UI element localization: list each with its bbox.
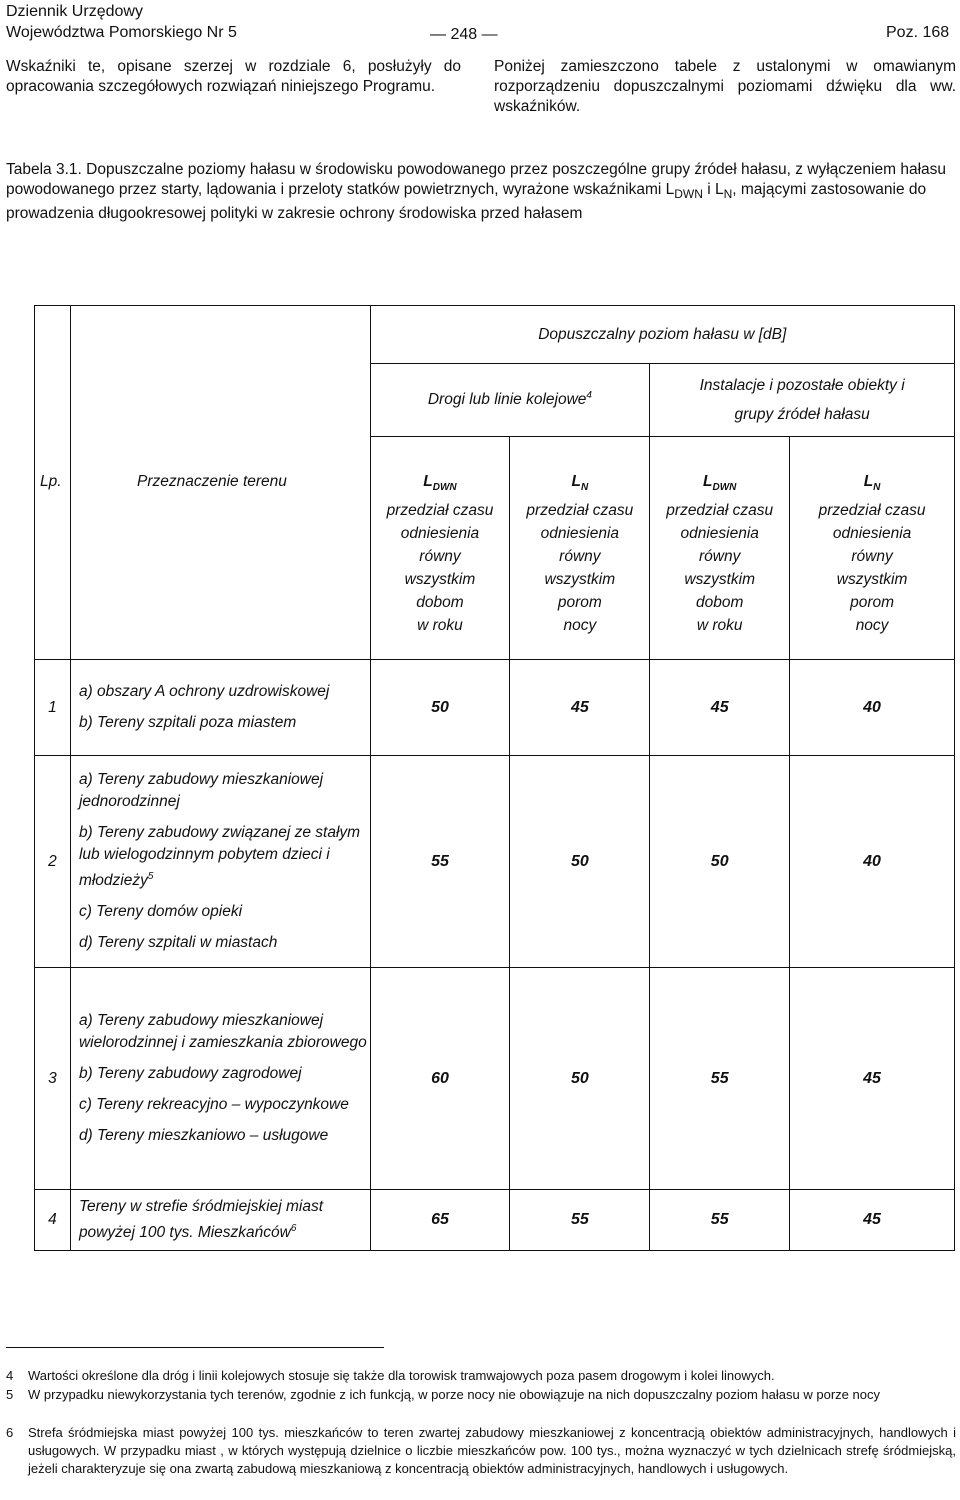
column-header-ln-roads: $L_N$ przedział czasu odniesienia równy wszystkim porom nocy	[510, 437, 650, 660]
footnote-text: W przypadku niewykorzystania tych terenów, zgodnie z ich funkcją, w porze nocy nie obowiązuje na nich dopuszczalny poziom hałasu w porze nocy	[28, 1387, 880, 1402]
row-purpose	[70, 756, 370, 968]
value-ldwn-installations: 50	[650, 756, 790, 968]
ldwn-symbol: $L_{DWN}$	[423, 473, 457, 494]
footnote-text: Strefa śródmiejska miast powyżej 100 tys. mieszkańców to teren zwartej zabudowy mieszkaniowej z koncentracją obiektów administracyjnych, handlowych i usługowych. W przypadku miast , w których występują dzielnice o liczbie mieszkańców pow. 100 tys., można wyznaczyć w tych dzielnicach strefę śródmiejską, jeżeli charakteryzuje się ona zwartą zabudową mieszkaniową z koncentracją obiektów administracyjnych, handlowych i usługowych.	[28, 1425, 956, 1476]
permissible-level-header: Dopuszczalny poziom hałasu w [dB]	[370, 306, 954, 364]
row-purpose	[70, 1190, 370, 1251]
value-ln-installations: 45	[790, 1190, 955, 1251]
footnote-number: 4	[6, 1368, 14, 1383]
purpose-header-label: Przeznaczenie terenu	[137, 473, 287, 490]
value-ln-installations: 45	[790, 968, 955, 1190]
column-header-ldwn-installations: $L_{DWN}$ przedział czasu odniesienia równy wszystkim dobom w roku	[650, 437, 790, 660]
purpose-item: a) obszary A ochrony uzdrowiskowej	[78, 683, 330, 700]
ln-symbol: $L_N$	[571, 473, 589, 494]
page-number: — 248 —	[430, 26, 498, 43]
value-ldwn-roads: 60	[370, 968, 510, 1190]
roads-footnote-ref: 4	[586, 390, 592, 402]
caption-sub-dwn: DWN	[674, 187, 703, 202]
value-ldwn-roads: 50	[370, 660, 510, 756]
installations-group-header	[650, 364, 955, 437]
purpose-item: c) Tereny domów opieki	[78, 903, 243, 921]
value-ldwn-installations: 55	[650, 1190, 790, 1251]
value-ldwn-roads: 65	[370, 1190, 510, 1251]
caption-text-start: Tabela 3.1. Dopuszczalne poziomy hałasu w środowisku powodowanego przez poszczególne grupy źródeł hałasu, z wyłączeniem hałasu powodowanego przez starty, lądowania i przeloty statków powietrznych, wyrażone wskaźnikami L	[6, 161, 946, 198]
value-ldwn-roads: 55	[370, 756, 510, 968]
intro-left-paragraph: Wskaźniki te, opisane szerzej w rozdziale 6, posłużyły do opracowania szczegółowych rozwiązań niniejszego Programu.	[6, 58, 461, 95]
value-ln-installations: 40	[790, 756, 955, 968]
value-ln-roads: 55	[510, 1190, 650, 1251]
purpose-item: b) Tereny zabudowy zagrodowej	[78, 1065, 302, 1083]
caption-sub-n: N	[723, 187, 733, 202]
footnote	[6, 1367, 956, 1385]
value-ln-roads: 45	[510, 660, 650, 756]
value-ldwn-installations: 45	[650, 660, 790, 756]
installations-label-line2: grupy źródeł hałasu	[734, 406, 870, 423]
journal-name: Dziennik Urzędowy	[6, 3, 143, 20]
footnote-number: 6	[6, 1425, 14, 1440]
row-purpose	[70, 968, 370, 1190]
purpose-item: b) Tereny zabudowy związanej ze stałym lub wielogodzinnym pobytem dzieci i młodzieży$^5$	[78, 824, 361, 890]
purpose-item: a) Tereny zabudowy mieszkaniowej wielorodzinnej i zamieszkania zbiorowego	[78, 1012, 367, 1052]
column-header-ln-installations: $L_N$ przedział czasu odniesienia równy wszystkim porom nocy	[790, 437, 955, 660]
table-caption	[6, 160, 954, 224]
purpose-item: Tereny w strefie śródmiejskiej miast powyżej 100 tys. Mieszkańców$^6$	[78, 1198, 323, 1242]
position-number: Poz. 168	[886, 24, 950, 41]
footnote	[6, 1424, 956, 1478]
noise-limits-table	[34, 305, 955, 1251]
purpose-item: c) Tereny rekreacyjno – wypoczynkowe	[78, 1096, 349, 1114]
caption-text-mid: i L	[702, 181, 724, 198]
row-lp: 3	[35, 968, 71, 1190]
value-ldwn-installations: 55	[650, 968, 790, 1190]
purpose-item: d) Tereny szpitali w miastach	[78, 934, 278, 952]
value-ln-installations: 40	[790, 660, 955, 756]
value-ln-roads: 50	[510, 756, 650, 968]
row-purpose	[70, 660, 370, 756]
purpose-item: b) Tereny szpitali poza miastem	[78, 714, 297, 731]
ln-symbol: $L_N$	[863, 473, 881, 494]
footnote-text: Wartości określone dla dróg i linii kolejowych stosuje się także dla torowisk tramwajowych poza pasem drogowym i kolei linowych.	[28, 1368, 775, 1383]
journal-issue: Województwa Pomorskiego Nr 5	[6, 24, 237, 41]
value-ln-roads: 50	[510, 968, 650, 1190]
purpose-item: d) Tereny mieszkaniowo – usługowe	[78, 1127, 329, 1145]
lp-header-label: Lp.	[40, 473, 62, 490]
column-header-ldwn-roads: $L_{DWN}$ przedział czasu odniesienia równy wszystkim dobom w roku	[370, 437, 510, 660]
ldwn-symbol: $L_{DWN}$	[703, 473, 737, 494]
footnote-ref: 5	[147, 871, 154, 882]
footnote	[6, 1386, 956, 1404]
row-lp: 1	[35, 660, 71, 756]
footnote-number: 5	[6, 1387, 14, 1402]
roads-group-label: Drogi lub linie kolejowe	[427, 391, 587, 409]
row-lp: 4	[35, 1190, 71, 1251]
footnote-ref: 6	[290, 1223, 297, 1235]
intro-right-paragraph: Poniżej zamieszczono tabele z ustalonymi w omawianym rozporządzeniu dopuszczalnymi poziomami dźwięku dla ww. wskaźników.	[494, 58, 956, 115]
footnote-separator	[6, 1347, 384, 1348]
caption-text-end: , mającymi zastosowanie do prowadzenia długookresowej polityki w zakresie ochrony środowiska przed hałasem	[6, 181, 927, 223]
installations-label-line1: Instalacje i pozostałe obiekty i	[699, 377, 905, 394]
row-lp: 2	[35, 756, 71, 968]
roads-group-header	[370, 364, 650, 437]
purpose-item: a) Tereny zabudowy mieszkaniowej jednorodzinnej	[78, 771, 324, 810]
